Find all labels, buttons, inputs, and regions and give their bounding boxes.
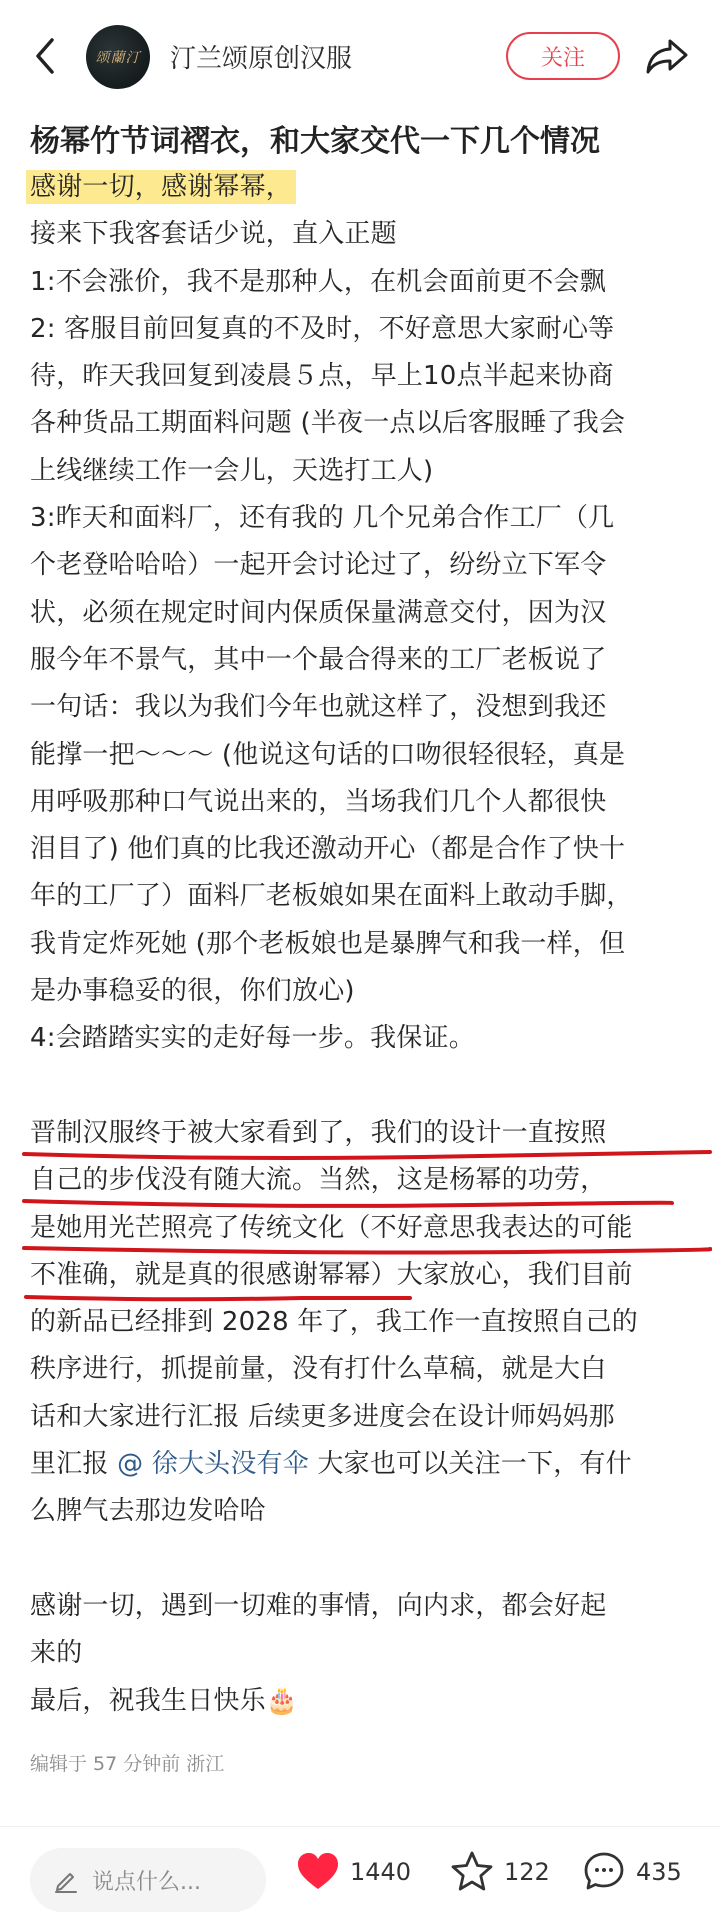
collect-button[interactable]: [450, 1850, 550, 1894]
avatar[interactable]: [86, 25, 150, 89]
body-line: 感谢一切，遇到一切难的事情，向内求，都会好起: [30, 1590, 607, 1621]
chevron-left-icon: [26, 34, 66, 78]
spacer: [30, 1063, 694, 1110]
author-name[interactable]: 汀兰颂原创汉服: [170, 44, 353, 74]
body-line: 的新品已经排到 2028 年了，我工作一直按照自己的: [30, 1307, 638, 1338]
body-line: 2: 客服目前回复真的不及时，不好意思大家耐心等: [30, 313, 615, 344]
comment-bubble-icon: [582, 1850, 626, 1894]
body-line-text: 里汇报: [30, 1449, 118, 1480]
pen-icon: [52, 1866, 80, 1894]
body-line-text: 晋制汉服终于被大家看到了，我们的设计一直按照: [30, 1117, 607, 1148]
body-line: 话和大家进行汇报 后续更多进度会在设计师妈妈那: [30, 1401, 615, 1432]
body-line: 服今年不景气，其中一个最合得来的工厂老板说了: [30, 644, 607, 675]
like-count: 1440: [350, 1858, 412, 1886]
underlined-line: [30, 1110, 694, 1157]
body-line: 个老登哈哈哈）一起开会讨论过了，纷纷立下军令: [30, 550, 607, 581]
body-line: 3:昨天和面料厂，还有我的 几个兄弟合作工厂（几: [30, 503, 615, 534]
body-line: 上线继续工作一会儿，天选打工人): [30, 455, 434, 486]
comment-input[interactable]: [30, 1848, 266, 1912]
body-line: 一句话：我以为我们今年也就这样了，没想到我还: [30, 692, 607, 723]
highlighted-line: [30, 164, 694, 211]
body-line-text: 不准确，就是真的很感谢幂幂）大家放心，我们目前: [30, 1259, 633, 1290]
star-icon: [450, 1850, 494, 1894]
body-line-text: 是她用光芒照亮了传统文化（不好意思我表达的可能: [30, 1212, 633, 1243]
heart-icon: [296, 1850, 340, 1894]
body-line: 1:不会涨价，我不是那种人，在机会面前更不会飘: [30, 266, 606, 297]
post-body-part1: [30, 211, 694, 1062]
body-line: 接来下我客套话少说，直入正题: [30, 219, 397, 250]
highlight-text: 感谢一切，感谢幂幂，: [26, 170, 296, 204]
avatar-logo-text: 颂蘭汀: [95, 50, 141, 66]
header: [0, 0, 720, 112]
birthday-line: [30, 1678, 694, 1725]
cake-icon: 🎂: [265, 1685, 299, 1716]
body-line: 用呼吸那种口气说出来的，当场我们几个人都很快: [30, 786, 607, 817]
body-line: 么脾气去那边发哈哈: [30, 1496, 266, 1527]
post-body-part2: [30, 1110, 694, 1536]
body-line: 来的: [30, 1638, 83, 1669]
post-content: [30, 112, 694, 1776]
follow-button[interactable]: 关注: [506, 32, 620, 80]
comment-count: 435: [636, 1858, 682, 1886]
body-line-text: 自己的步伐没有随大流。当然，这是杨幂的功劳，: [30, 1165, 607, 1196]
body-line: 各种货品工期面料问题 (半夜一点以后客服睡了我会: [30, 408, 626, 439]
body-line: 是办事稳妥的很，你们放心): [30, 976, 355, 1007]
share-button[interactable]: [644, 36, 690, 76]
user-mention-link[interactable]: @ 徐大头没有伞: [117, 1449, 309, 1480]
body-line: 待，昨天我回复到凌晨５点，早上10点半起来协商: [30, 361, 614, 392]
post-closing: [30, 1583, 694, 1725]
collect-count: 122: [504, 1858, 550, 1886]
post-meta: 编辑于 57 分钟前 浙江: [30, 1752, 225, 1775]
like-button[interactable]: [296, 1850, 411, 1894]
body-line: 能撑一把～～～ (他说这句话的口吻很轻很轻，真是: [30, 739, 626, 770]
comment-button[interactable]: [582, 1850, 682, 1894]
share-icon: [644, 36, 690, 76]
body-line: 4:会踏踏实实的走好每一步。我保证。: [30, 1023, 475, 1054]
body-line: 秩序进行，抓提前量，没有打什么草稿，就是大白: [30, 1354, 607, 1385]
body-line: 泪目了) 他们真的比我还激动开心（都是合作了快十: [30, 834, 626, 865]
underlined-line: [30, 1157, 694, 1204]
back-button[interactable]: [26, 34, 66, 78]
divider: [0, 1826, 720, 1827]
spacer: [30, 1536, 694, 1583]
mention-line: [30, 1441, 694, 1488]
body-line-text: 最后，祝我生日快乐: [30, 1685, 266, 1716]
body-line: 状，必须在规定时间内保质保量满意交付，因为汉: [30, 597, 607, 628]
underlined-line: [30, 1252, 694, 1299]
underlined-line: [30, 1205, 694, 1252]
body-line: 年的工厂了）面料厂老板娘如果在面料上敢动手脚，: [30, 881, 633, 912]
post-title: 杨幂竹节词褶衣，和大家交代一下几个情况: [30, 124, 600, 159]
body-line-text: 大家也可以关注一下，有什: [308, 1449, 632, 1480]
body-line: 我肯定炸死她 (那个老板娘也是暴脾气和我一样，但: [30, 928, 626, 959]
bottom-action-bar: [0, 1840, 720, 1898]
comment-placeholder: 说点什么...: [92, 1869, 201, 1895]
